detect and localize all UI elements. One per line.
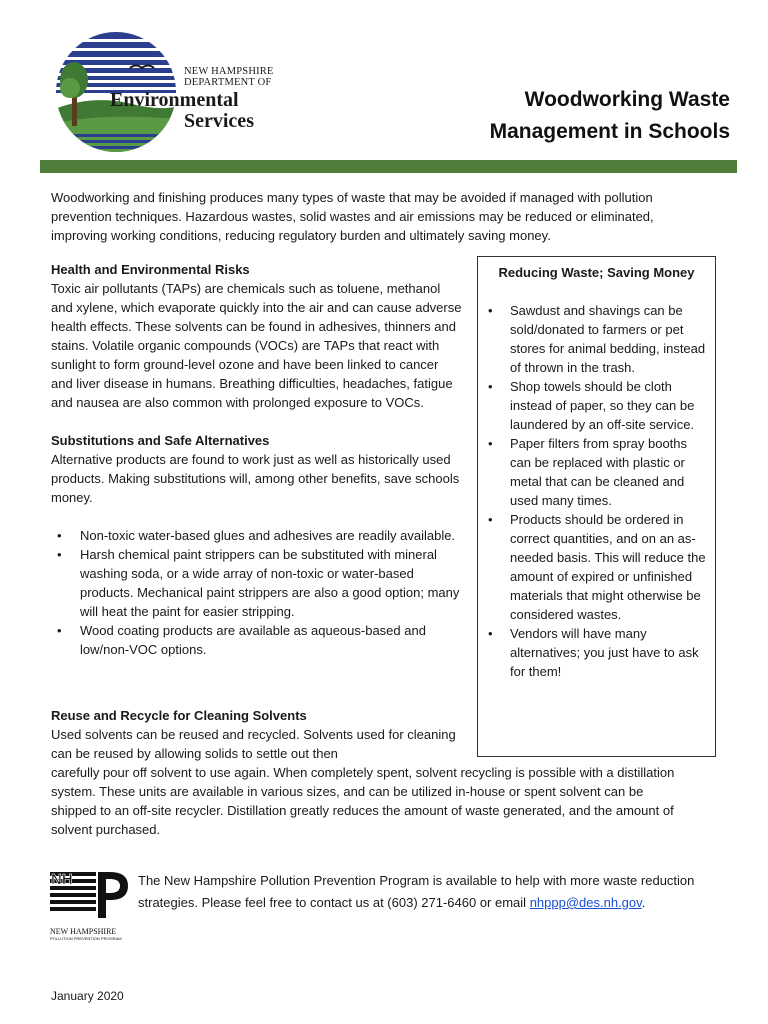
logo-line-state: NEW HAMPSHIRE — [184, 66, 274, 77]
logo-line-environmental: Environmental — [110, 89, 239, 111]
list-item: • Wood coating products are available as aqueous-based and low/non-VOC options. — [51, 621, 463, 659]
reducing-waste-title: Reducing Waste; Saving Money — [498, 265, 695, 280]
logo-big-text — [110, 90, 254, 132]
header-divider — [40, 160, 737, 173]
page-title-line2: Management in Schools — [489, 120, 730, 143]
health-heading: Health and Environmental Risks — [51, 262, 250, 277]
footer-text: The New Hampshire Pollution Prevention Program is available to help with more waste reduction strategies. Please feel free to contact us at (603) 271-6460 or email — [138, 873, 695, 910]
nhdes-logo — [52, 28, 282, 156]
left-column — [51, 260, 463, 659]
email-link[interactable]: nhppp@des.nh.gov — [529, 895, 642, 910]
list-item: • Paper filters from spray booths can be replaced with plastic or metal that can be cleaned and used many times. — [486, 434, 707, 510]
list-item: • Vendors will have many alternatives; you just have to ask for them! — [486, 624, 707, 681]
footer-contact — [138, 870, 698, 914]
publication-date: January 2020 — [51, 989, 124, 1003]
nhppp-logo — [50, 870, 130, 941]
reuse-heading: Reuse and Recycle for Cleaning Solvents — [51, 708, 307, 723]
intro-paragraph: Woodworking and finishing produces many types of waste that may be avoided if managed with pollution prevention techniques. Hazardous wastes, solid wastes and air emissions may be reduced or eliminated, improving working conditions, reducing regulatory burden and ultimately saving money. — [51, 190, 654, 243]
page-title-line1: Woodworking Waste — [524, 88, 730, 111]
footer-period: . — [641, 895, 646, 910]
svg-text:NH: NH — [51, 871, 73, 888]
reuse-body-part1: Used solvents can be reused and recycled. Solvents used for cleaning can be reused by allowing solids to settle out then — [51, 727, 456, 761]
nhppp-emblem-icon — [50, 870, 130, 922]
logo-line-department: DEPARTMENT OF — [184, 77, 272, 88]
nhppp-logo-line2: POLLUTION PREVENTION PROGRAM — [50, 936, 122, 941]
logo-line-services: Services — [184, 110, 254, 132]
reuse-body-part2: carefully pour off solvent to use again. When completely spent, solvent recycling is possible with a distillation system. These units are available in various sizes, and can be utilized in-house or spent solvent can be shipped to an off-site recycler. Distillation greatly reduces the amount of waste generated, and the amount of solvent purchased. — [51, 765, 675, 837]
reducing-waste-list — [486, 301, 707, 681]
list-item: • Non-toxic water-based glues and adhesives are readily available. — [51, 526, 463, 545]
list-item: • Harsh chemical paint strippers can be substituted with mineral washing soda, or a wide array of non-toxic or water-based products. Mechanical paint strippers are also a good option; many will heat the paint for easier stripping. — [51, 545, 463, 621]
substitutions-list — [51, 526, 463, 659]
list-item: • Products should be ordered in correct quantities, and on an as- needed basis. This will reduce the amount of expired or unfinished materials that might otherwise be considered wastes. — [486, 510, 707, 624]
logo-text — [184, 66, 274, 88]
reuse-section — [51, 706, 461, 763]
list-item: • Sawdust and shavings can be sold/donated to farmers or pet stores for animal bedding, instead of thrown in the trash. — [486, 301, 707, 377]
nhppp-logo-line1: NEW HAMPSHIRE — [50, 927, 117, 936]
page-title — [490, 84, 730, 148]
health-body: Toxic air pollutants (TAPs) are chemicals such as toluene, methanol and xylene, which evaporate quickly into the air and can cause adverse health effects. These solvents can be found in adhesives, thinners and stains. Volatile organic compounds (VOCs) are TAPs that react with sunlight to form ground-level ozone and have been linked to cancer and liver disease in humans. Breathing difficulties, headaches, fatigue and nausea are also common with prolonged exposure to VOCs. — [51, 281, 462, 410]
reducing-waste-box — [477, 256, 716, 757]
substitutions-body: Alternative products are found to work just as well as historically used products. Making substitutions will, among other benefits, save schools money. — [51, 452, 460, 505]
list-item: • Shop towels should be cloth instead of paper, so they can be laundered by an off-site service. — [486, 377, 707, 434]
substitutions-heading: Substitutions and Safe Alternatives — [51, 433, 270, 448]
